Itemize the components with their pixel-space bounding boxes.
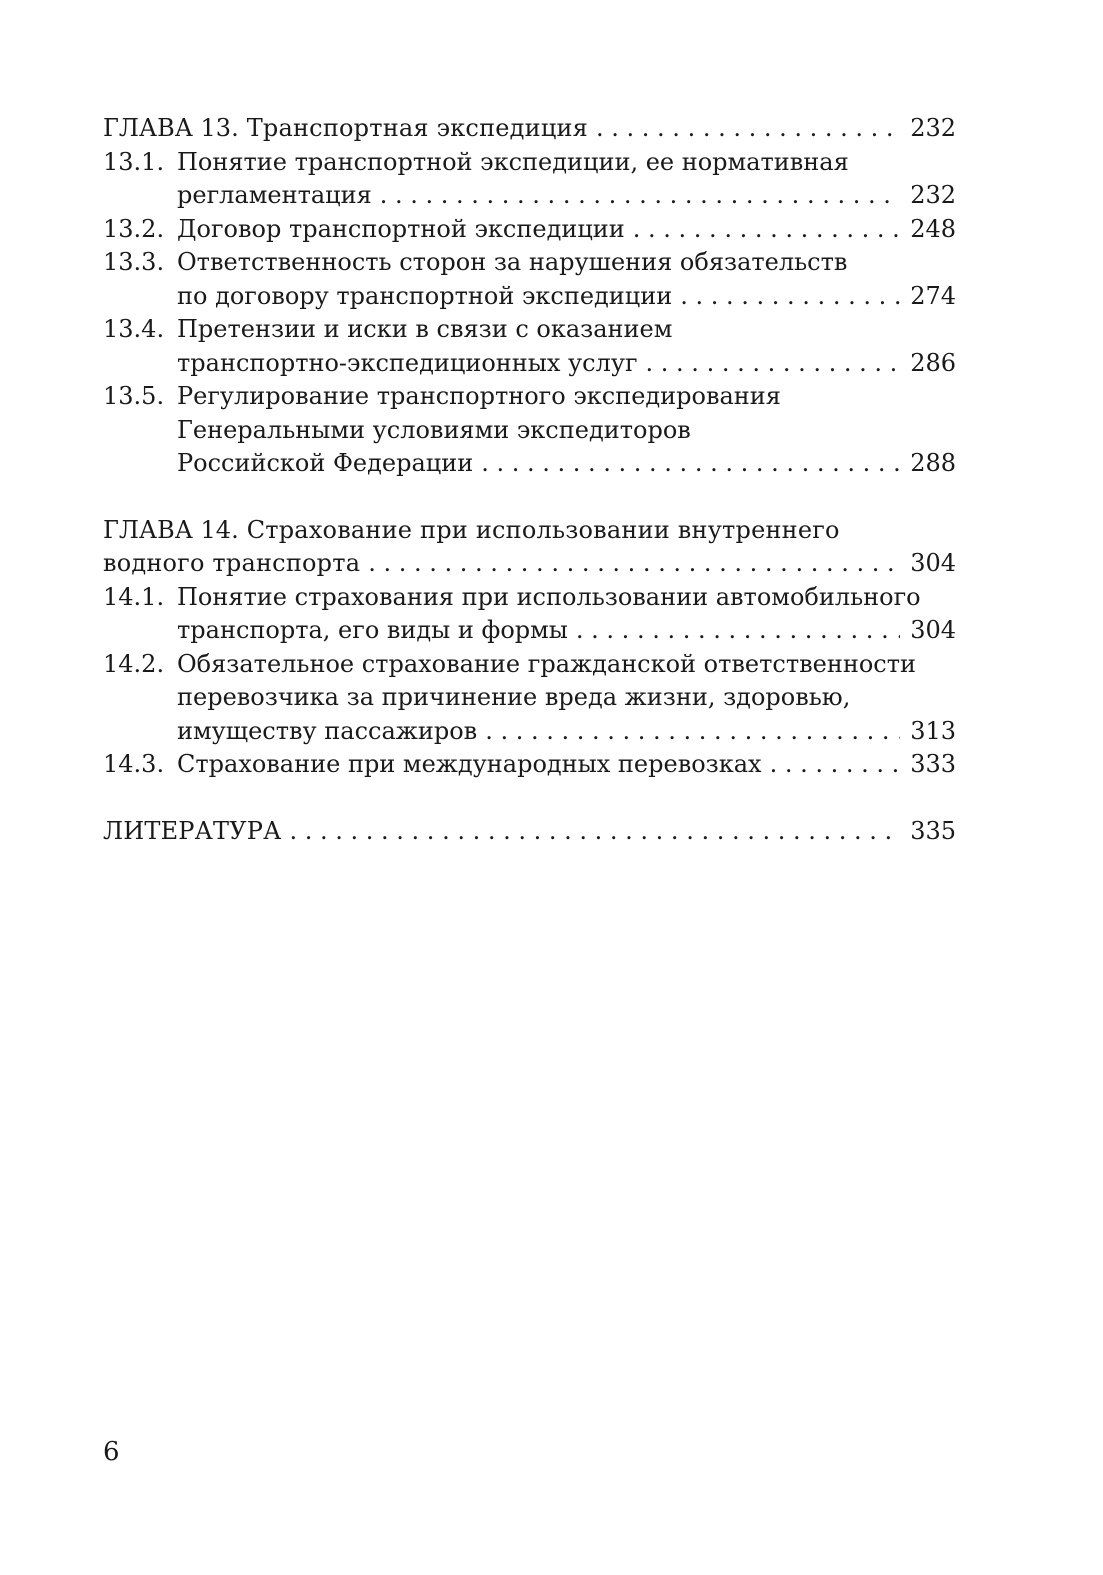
toc-literature[interactable] xyxy=(103,815,956,849)
section-title-line: Ответственность сторон за нарушения обязательств xyxy=(177,248,848,276)
page-folio-number: 6 xyxy=(103,1437,120,1467)
page-number: 304 xyxy=(910,616,956,644)
table-of-contents xyxy=(103,112,956,848)
section-number: 13.5. xyxy=(103,382,165,410)
toc-section-14-2[interactable] xyxy=(103,648,956,749)
section-number: 14.3. xyxy=(103,750,165,778)
toc-section-13-1[interactable] xyxy=(103,146,956,213)
section-number: 13.3. xyxy=(103,248,165,276)
section-title-line: Обязательное страхование гражданской ответственности xyxy=(177,649,916,678)
page-number: 274 xyxy=(910,281,956,310)
section-title-line: Регулирование транспортного экспедирования xyxy=(177,382,781,410)
page-number: 232 xyxy=(910,114,956,142)
dot-leader xyxy=(368,547,900,581)
dot-leader xyxy=(596,112,900,146)
page-number: 286 xyxy=(910,348,956,377)
dot-leader xyxy=(576,614,900,648)
section-title-line: Понятие страхования при использовании автомобильного xyxy=(177,582,921,611)
page-number: 313 xyxy=(910,716,956,745)
toc-section-13-2[interactable] xyxy=(103,213,956,247)
section-title-line: Претензии и иски в связи с оказанием xyxy=(177,315,673,343)
section-title-line: имуществу пассажиров xyxy=(177,716,478,745)
dot-leader xyxy=(380,179,900,213)
section-number: 14.1. xyxy=(103,582,165,611)
page-number: 288 xyxy=(910,449,956,477)
dot-leader xyxy=(481,447,900,481)
section-title-line: Страхование при международных перевозках xyxy=(177,750,762,778)
section-title-line: Понятие транспортной экспедиции, ее нормативная xyxy=(177,147,849,176)
chapter-spacer xyxy=(103,782,956,815)
section-number: 14.2. xyxy=(103,649,165,678)
dot-leader xyxy=(485,715,900,749)
chapter-spacer xyxy=(103,481,956,514)
toc-chapter-13[interactable] xyxy=(103,112,956,146)
section-number: 13.4. xyxy=(103,315,165,343)
page-number: 232 xyxy=(910,181,956,209)
section-number: 13.1. xyxy=(103,147,165,176)
dot-leader xyxy=(646,347,901,381)
chapter-number: ГЛАВА 14. xyxy=(103,515,239,544)
toc-section-14-1[interactable] xyxy=(103,581,956,648)
dot-leader xyxy=(633,213,900,247)
page-number: 333 xyxy=(910,750,956,778)
page-number: 335 xyxy=(910,816,956,845)
section-title-line: Генеральными условиями экспедиторов xyxy=(177,415,691,444)
dot-leader xyxy=(770,748,901,782)
chapter-title-line: водного транспорта xyxy=(103,549,361,577)
section-title-line: по договору транспортной экспедиции xyxy=(177,281,673,310)
chapter-title-line: Страхование при использовании внутреннего xyxy=(246,515,840,544)
dot-leader xyxy=(289,815,900,849)
section-title-line: регламентация xyxy=(177,181,372,209)
toc-chapter-14[interactable] xyxy=(103,514,956,581)
section-title-line: транспортно-экспедиционных услуг xyxy=(177,348,638,377)
toc-section-13-4[interactable] xyxy=(103,313,956,380)
dot-leader xyxy=(680,280,900,314)
toc-section-13-5[interactable] xyxy=(103,380,956,481)
section-number: 13.2. xyxy=(103,214,165,243)
section-title-line: транспорта, его виды и формы xyxy=(177,616,568,644)
section-title-line: Договор транспортной экспедиции xyxy=(177,214,625,243)
section-title-line: Российской Федерации xyxy=(177,449,474,477)
toc-section-13-3[interactable] xyxy=(103,246,956,313)
section-title-line: перевозчика за причинение вреда жизни, здоровью, xyxy=(177,683,851,711)
literature-title: ЛИТЕРАТУРА xyxy=(103,816,282,845)
toc-section-14-3[interactable] xyxy=(103,748,956,782)
page-number: 304 xyxy=(910,549,956,577)
chapter-number: ГЛАВА 13. xyxy=(103,114,239,142)
chapter-title: Транспортная экспедиция xyxy=(246,114,589,142)
page-number: 248 xyxy=(910,214,956,243)
